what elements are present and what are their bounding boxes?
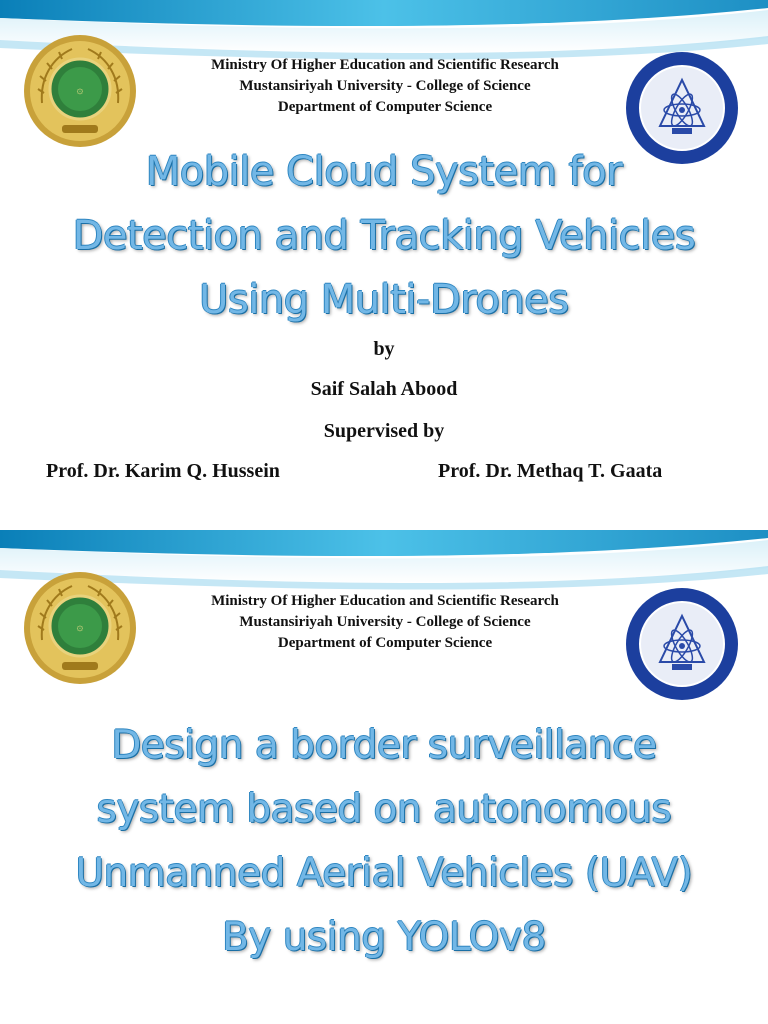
ministry-name: Ministry Of Higher Education and Scientific Research	[211, 57, 559, 73]
author-name: Saif Salah Abood	[310, 378, 458, 400]
ministry-seal-icon	[22, 33, 138, 149]
title-line: system based on autonomous	[96, 787, 672, 832]
supervisor-2: Prof. Dr. Methaq T. Gaata	[438, 460, 663, 482]
title-line: By using YOLOv8	[222, 915, 546, 960]
supervisor-1: Prof. Dr. Karim Q. Hussein	[46, 460, 280, 482]
institution-header	[150, 591, 620, 654]
title-line: Design a border surveillance	[111, 723, 657, 768]
university-name: Mustansiriyah University - College of Science	[239, 614, 531, 630]
ministry-seal-icon	[22, 570, 138, 686]
svg-text:۞: ۞	[76, 83, 84, 96]
institution-header	[150, 55, 620, 118]
by-label: by	[373, 338, 395, 360]
slide-2	[0, 530, 768, 1024]
title-line: Unmanned Aerial Vehicles (UAV)	[75, 851, 693, 896]
svg-text:۞: ۞	[76, 620, 84, 633]
university-name: Mustansiriyah University - College of Science	[239, 78, 531, 94]
title-line: Mobile Cloud System for	[145, 149, 623, 195]
title-line: Using Multi-Drones	[199, 277, 569, 323]
thesis-title	[0, 140, 768, 332]
university-seal-icon	[624, 586, 740, 702]
department-name: Department of Computer Science	[277, 99, 493, 115]
ministry-name: Ministry Of Higher Education and Scientific Research	[211, 593, 559, 609]
thesis-title	[0, 714, 768, 970]
department-name: Department of Computer Science	[277, 635, 493, 651]
supervised-by-label: Supervised by	[323, 420, 445, 442]
title-line: Detection and Tracking Vehicles	[72, 213, 696, 259]
